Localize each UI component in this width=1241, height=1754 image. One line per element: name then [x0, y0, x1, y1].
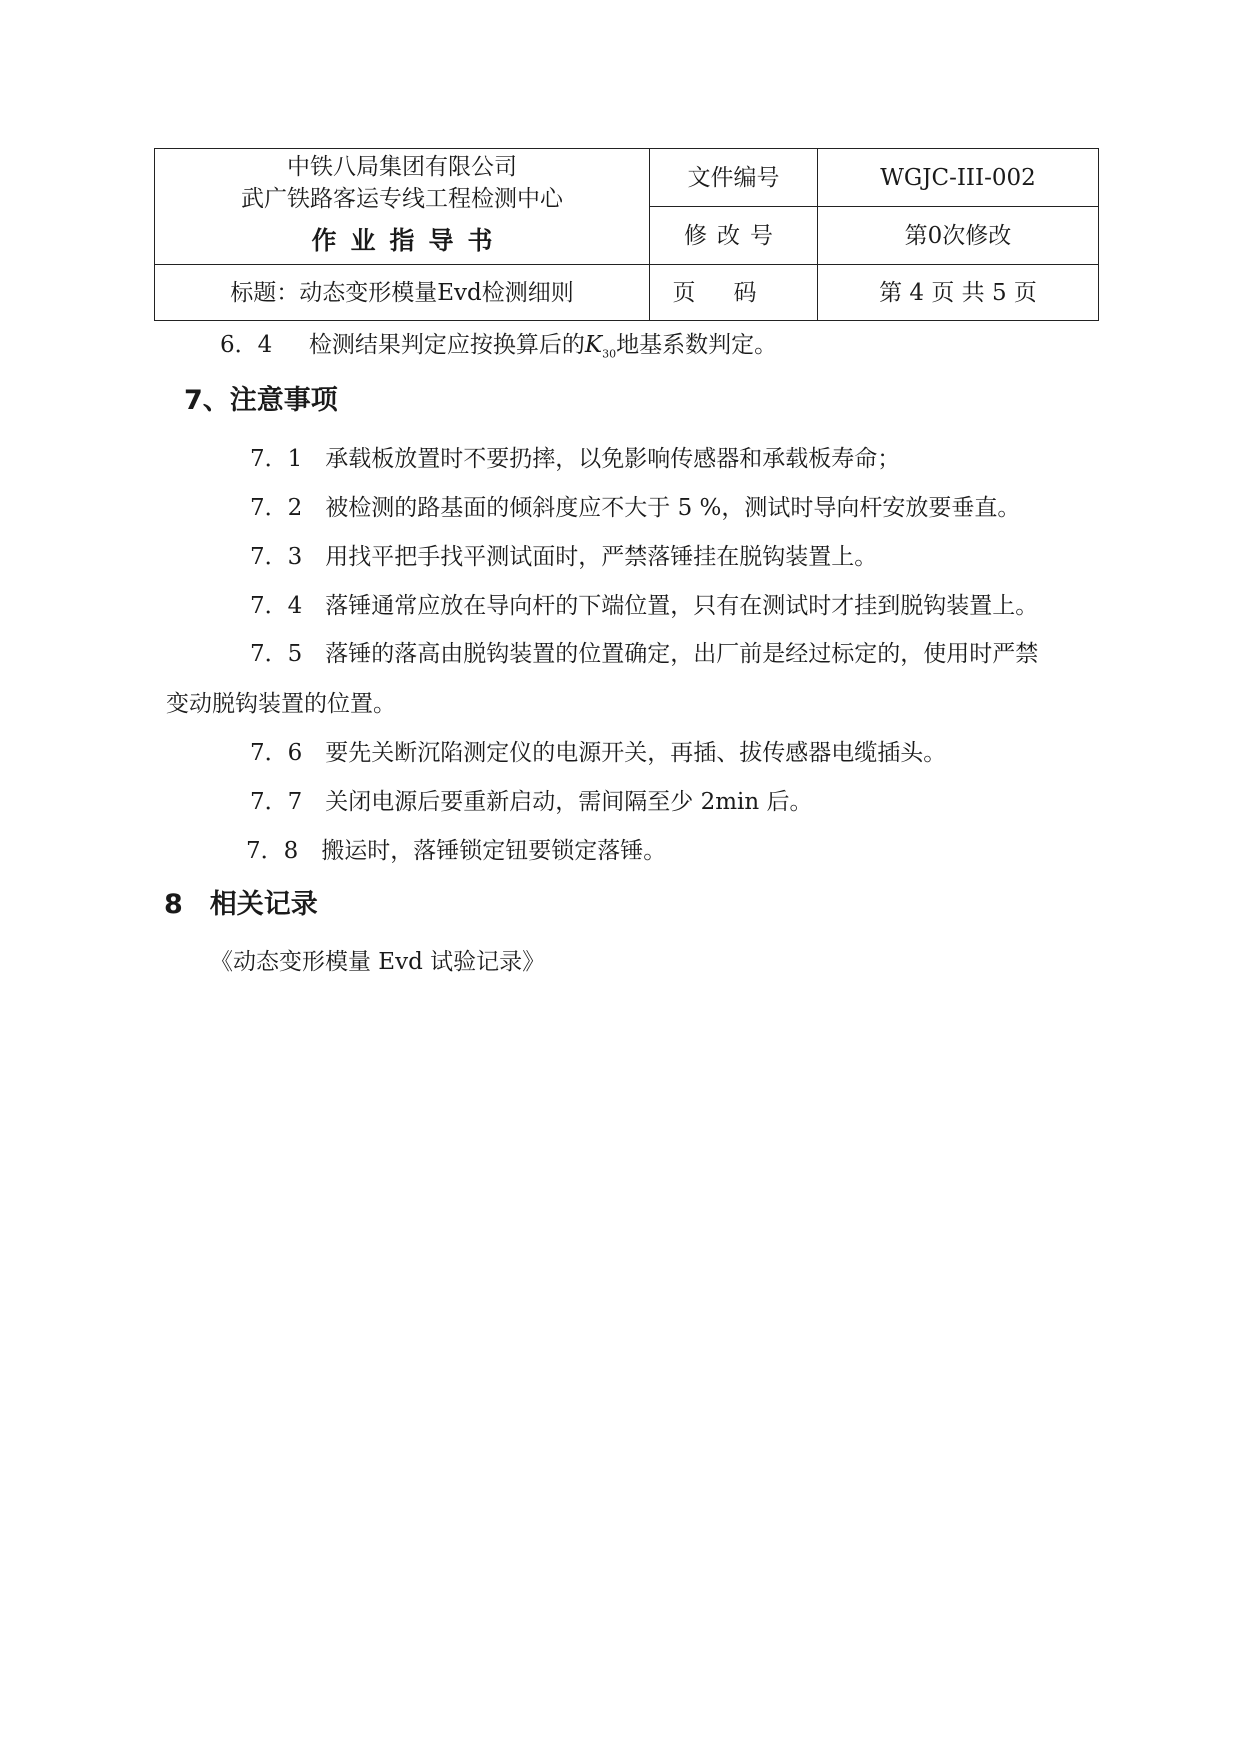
- page-label: 页码: [650, 265, 818, 321]
- paragraph-7-8: 7．8 搬运时，落锤锁定钮要锁定落锤。: [246, 838, 667, 864]
- page-value: 第 4 页 共 5 页: [818, 265, 1099, 321]
- paragraph-7-3: 7．3 用找平把手找平测试面时，严禁落锤挂在脱钩装置上。: [250, 544, 878, 570]
- center-name: 武广铁路客运专线工程检测中心: [241, 186, 563, 212]
- document-header-table: [154, 148, 1099, 321]
- paragraph-6-4: [220, 329, 777, 371]
- paragraph-7-5-line2: 变动脱钩装置的位置。: [166, 691, 396, 717]
- organization-cell: [155, 149, 650, 265]
- paragraph-7-7: 7．7 关闭电源后要重新启动，需间隔至少 2min 后。: [250, 789, 813, 815]
- section-7-heading: 7、注意事项: [184, 385, 338, 416]
- section-8-heading: 8 相关记录: [164, 889, 318, 920]
- k30-symbol: $K_{30}$: [584, 332, 617, 361]
- related-record: 《动态变形模量 Evd 试验记录》: [210, 949, 546, 975]
- title-line: 标题：动态变形模量Evd检测细则: [155, 265, 650, 321]
- doc-number-value: WGJC-III-002: [818, 149, 1099, 207]
- paragraph-7-1: 7．1 承载板放置时不要扔摔，以免影响传感器和承载板寿命；: [250, 446, 901, 472]
- paragraph-7-6: 7．6 要先关断沉陷测定仪的电源开关，再插、拔传感器电缆插头。: [250, 740, 947, 766]
- revision-label: 修改号: [650, 207, 818, 265]
- paragraph-7-5-line1: 7．5 落锤的落高由脱钩装置的位置确定，出厂前是经过标定的，使用时严禁: [250, 641, 1039, 667]
- paragraph-7-2: 7．2 被检测的路基面的倾斜度应不大于 5 %，测试时导向杆安放要垂直。: [250, 495, 1021, 521]
- paragraph-6-4-text: 检测结果判定应按换算后的: [308, 332, 585, 358]
- paragraph-6-4-tail: 地基系数判定。: [616, 332, 778, 358]
- document-type: 作业指导书: [311, 226, 507, 255]
- company-name: 中铁八局集团有限公司: [287, 154, 517, 180]
- doc-number-label: 文件编号: [650, 149, 818, 207]
- paragraph-7-4: 7．4 落锤通常应放在导向杆的下端位置，只有在测试时才挂到脱钩装置上。: [250, 593, 1039, 619]
- revision-value: 第0次修改: [818, 207, 1099, 265]
- paragraph-6-4-number: 6．4: [220, 332, 273, 358]
